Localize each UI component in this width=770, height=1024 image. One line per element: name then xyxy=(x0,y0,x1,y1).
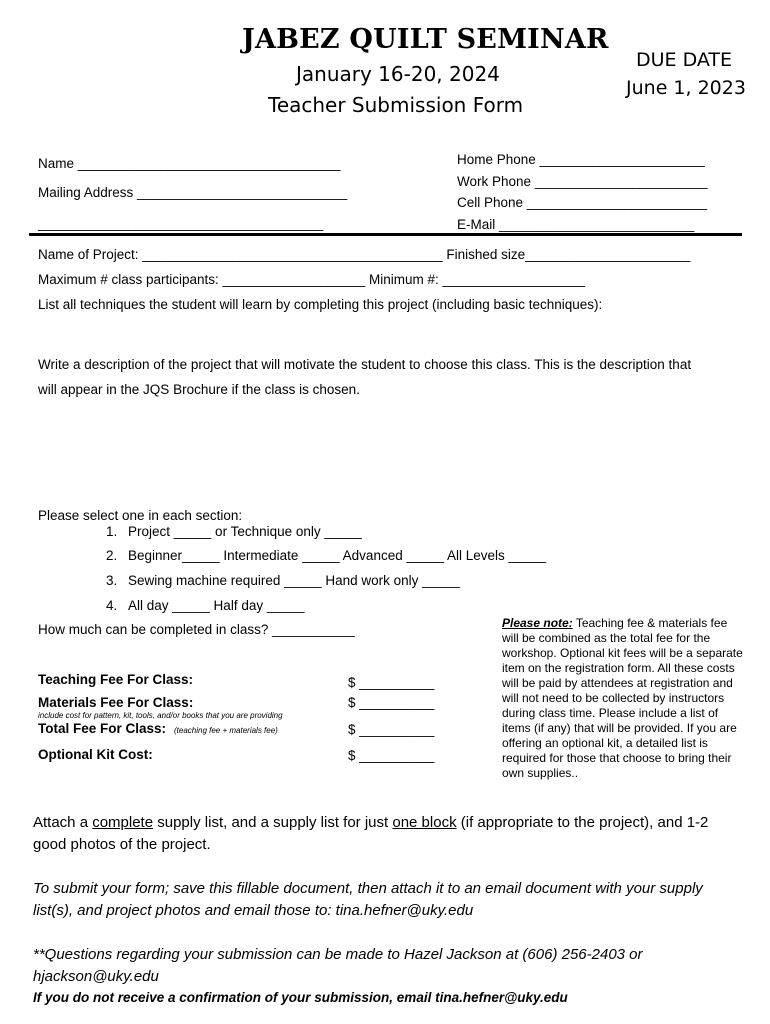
due-date-value: June 1, 2023 xyxy=(626,77,746,99)
description-prompt-line1: Write a description of the project that will motivate the student to choose this class. This is the description that xyxy=(38,357,692,372)
fee-note xyxy=(502,616,747,781)
submit-instructions-line2: list(s), and project photos and email those to: tina.hefner@uky.edu xyxy=(33,902,474,919)
name-field[interactable]: Name ___________________________________ xyxy=(38,156,341,171)
select-item-number: 3. xyxy=(106,573,118,588)
select-item-number: 1. xyxy=(106,524,118,539)
kit-cost-field[interactable]: $ __________ xyxy=(348,748,435,763)
attach-one-block: one block xyxy=(392,814,457,831)
attach-instructions-line2: good photos of the project. xyxy=(33,836,211,853)
work-phone-field[interactable]: Work Phone _______________________ xyxy=(457,174,708,189)
attach-text: supply list, and a supply list for just xyxy=(153,814,393,831)
select-skill-level[interactable]: Beginner_____ Intermediate _____ Advanced _____ All Levels _____ xyxy=(128,548,547,563)
fee-note-text: Teaching fee & materials fee will be combined as the total fee for the workshop. Optional kit fees will be a separate item on the registration form. All these costs will be paid by attendees at registration and will not need to be collected by instructors during class time. Please include a list of items (if any) that will be provided. If you are offering an optional kit, a detailed list is required for those that choose to bring their own supplies.. xyxy=(502,616,743,780)
materials-fee-note: include cost for pattern, kit, tools, and/or books that you are providing xyxy=(38,711,283,720)
select-item-number: 2. xyxy=(106,548,118,563)
section-divider xyxy=(29,233,742,236)
techniques-prompt: List all techniques the student will learn by completing this project (including basic techniques): xyxy=(38,297,603,312)
select-intro: Please select one in each section: xyxy=(38,508,243,523)
teaching-fee-label: Teaching Fee For Class: xyxy=(38,672,194,687)
project-name-field[interactable]: Name of Project: ________________________________________ Finished size______________________ xyxy=(38,247,691,262)
select-item-number: 4. xyxy=(106,598,118,613)
fee-note-label: Please note: xyxy=(502,616,573,630)
materials-fee-label: Materials Fee For Class: xyxy=(38,695,194,710)
attach-text: Attach a xyxy=(33,814,93,831)
mailing-address-field[interactable]: Mailing Address ____________________________ xyxy=(38,185,348,200)
confirmation-note: If you do not receive a confirmation of your submission, email tina.hefner@uky.edu xyxy=(33,990,568,1005)
home-phone-field[interactable]: Home Phone ______________________ xyxy=(457,152,705,167)
materials-fee-field[interactable]: $ __________ xyxy=(348,695,435,710)
select-machine-or-hand[interactable]: Sewing machine required _____ Hand work only _____ xyxy=(128,573,460,588)
form-subtitle: Teacher Submission Form xyxy=(268,93,524,117)
questions-line2: hjackson@uky.edu xyxy=(33,968,159,985)
total-fee-field[interactable]: $ __________ xyxy=(348,722,435,737)
teaching-fee-field[interactable]: $ __________ xyxy=(348,675,435,690)
select-class-length[interactable]: All day _____ Half day _____ xyxy=(128,598,305,613)
description-prompt-line2: will appear in the JQS Brochure if the class is chosen. xyxy=(38,382,360,397)
total-fee-note: (teaching fee + materials fee) xyxy=(174,726,278,735)
kit-cost-label: Optional Kit Cost: xyxy=(38,747,153,762)
attach-instructions xyxy=(33,814,708,831)
due-date-label: DUE DATE xyxy=(636,49,733,71)
submit-instructions-line1: To submit your form; save this fillable document, then attach it to an email document with your supply xyxy=(33,880,703,897)
total-fee-label: Total Fee For Class: xyxy=(38,721,167,736)
seminar-dates: January 16-20, 2024 xyxy=(296,62,500,86)
attach-text: (if appropriate to the project), and 1-2 xyxy=(456,814,709,831)
cell-phone-field[interactable]: Cell Phone ________________________ xyxy=(457,195,707,210)
mailing-address-line2-field[interactable]: ______________________________________ xyxy=(38,216,324,231)
participants-field[interactable]: Maximum # class participants: ___________________ Minimum #: ___________________ xyxy=(38,272,586,287)
questions-line1: **Questions regarding your submission can be made to Hazel Jackson at (606) 256-2403 or xyxy=(33,946,643,963)
email-field[interactable]: E-Mail __________________________ xyxy=(457,217,695,232)
attach-complete: complete xyxy=(92,814,154,831)
completion-field[interactable]: How much can be completed in class? ___________ xyxy=(38,622,355,637)
select-project-or-technique[interactable]: Project _____ or Technique only _____ xyxy=(128,524,362,539)
form-title: JABEZ QUILT SEMINAR xyxy=(242,24,609,55)
